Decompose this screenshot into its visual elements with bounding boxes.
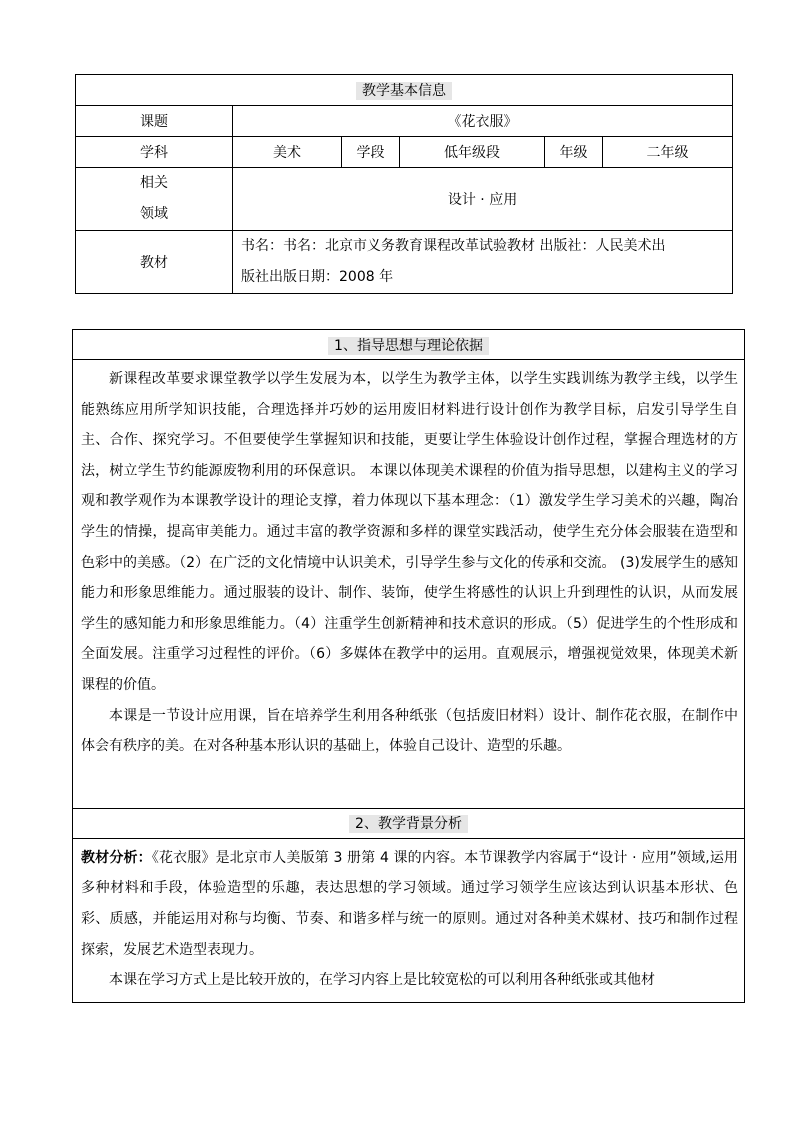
lesson-plan-table [72, 329, 745, 1003]
section1-header-cell [73, 330, 745, 360]
field-label-line-2: 领域 [140, 206, 168, 222]
field-value: 设计 · 应用 [233, 168, 733, 231]
info-header: 教学基本信息 [356, 82, 452, 100]
field-label-cell [76, 168, 233, 231]
subject-value: 美术 [233, 137, 342, 168]
section2-paragraph-1 [81, 843, 738, 965]
textbook-analysis-text: 《花衣服》是北京市人美版第 3 册第 4 课的内容。本节课教学内容属于“设计 · 应用”领域,运用多种材料和手段，体验造型的乐趣，表达思想的学习领域。通过学习领学生应该达到认识基本形状、色彩、质感，并能运用对称与均衡、节奏、和谐多样与统一的原则。通过对各种美术媒材、技巧和制作过程探索，发展艺术造型表现力。 [81, 849, 739, 958]
section1-paragraph-2: 本课是一节设计应用课，旨在培养学生利用各种纸张（包括废旧材料）设计、制作花衣服，在制作中体会有秩序的美。在对各种基本形认识的基础上，体验自己设计、造型的乐趣。 [81, 707, 738, 755]
stage-label: 学段 [342, 137, 400, 168]
topic-value: 《花衣服》 [233, 106, 733, 137]
book-value-cell [233, 231, 733, 294]
textbook-analysis-lead: 教材分析： [81, 849, 152, 866]
info-header-cell [76, 75, 733, 106]
field-label-line-1: 相关 [140, 175, 168, 191]
subject-label: 学科 [76, 137, 233, 168]
topic-label: 课题 [76, 106, 233, 137]
book-line-1: 书名：书名：北京市义务教育课程改革试验教材 出版社：人民美术出 [241, 238, 666, 254]
stage-value: 低年级段 [400, 137, 545, 168]
book-label: 教材 [76, 231, 233, 294]
section2-paragraph-2: 本课在学习方式上是比较开放的，在学习内容上是比较宽松的可以利用各种纸张或其他材 [109, 972, 655, 989]
book-line-2: 版社出版日期：2008 年 [241, 269, 394, 285]
section2-header: 2、教学背景分析 [349, 815, 468, 833]
section1-header: 1、指导思想与理论依据 [328, 337, 489, 355]
section1-body [73, 360, 745, 809]
section2-body [73, 838, 745, 1002]
section1-paragraph-1: 新课程改革要求课堂教学以学生发展为本，以学生为教学主体，以学生实践训练为教学主线，以学生能熟练应用所学知识技能，合理选择并巧妙的运用废旧材料进行设计创作为教学目标，启发引导学生自主、合作、探究学习。不但要使学生掌握知识和技能，更要让学生体验设计创作过程，掌握合理选材的方法，树立学生节约能源废物利用的环保意识。 本课以体现美术课程的价值为指导思想，以建构主义的学习观和教学观作为本课教学设计的理论支撑，着力体现以下基本理念：（1）激发学生学习美术的兴趣，陶冶学生的情操，提高审美能力。通过丰富的教学资源和多样的课堂实践活动，使学生充分体会服装在造型和色彩中的美感。（2）在广泛的文化情境中认识美术，引导学生参与文化的传承和交流。 (3)发展学生的感知能力和形象思维能力。通过服装的设计、制作、装饰，使学生将感性的认识上升到理性的认识，从而发展学生的感知能力和形象思维能力。（4）注重学生创新精神和技术意识的形成。（5）促进学生的个性形成和全面发展。注重学习过程性的评价。（6）多媒体在教学中的运用。直观展示，增强视觉效果，体现美术新课程的价值。 [81, 371, 738, 693]
section2-header-cell [73, 808, 745, 838]
basic-info-table [75, 74, 733, 294]
grade-value: 二年级 [603, 137, 733, 168]
grade-label: 年级 [545, 137, 603, 168]
